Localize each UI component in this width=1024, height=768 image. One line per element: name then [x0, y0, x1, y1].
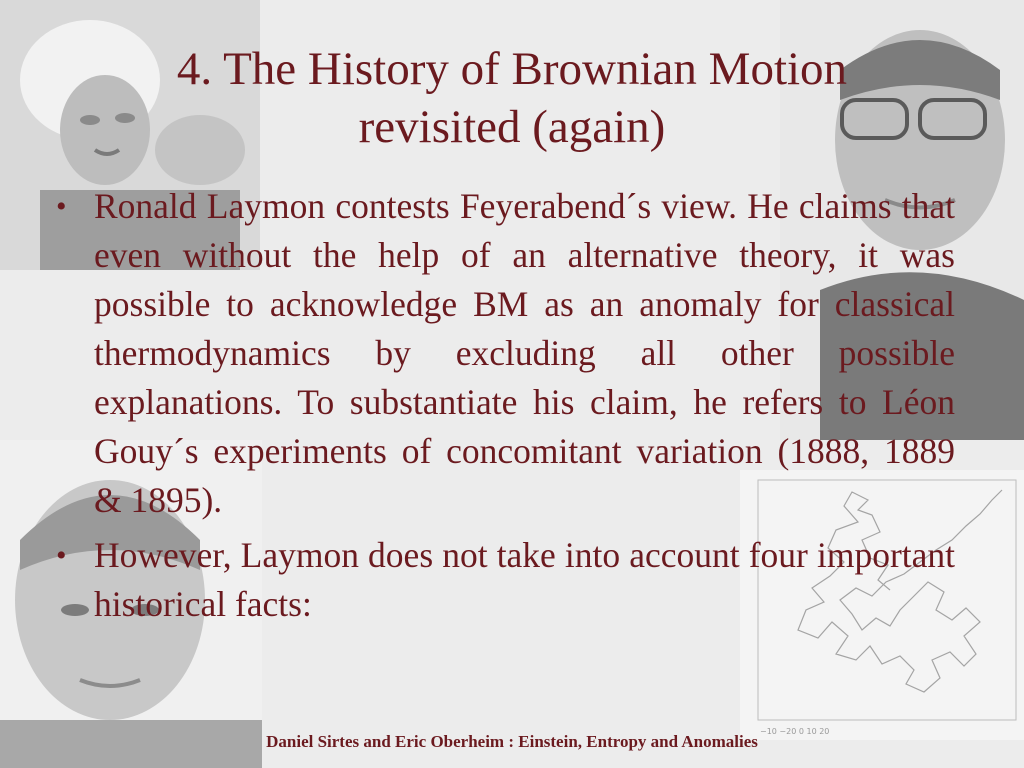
title-line-1: 4. The History of Brownian Motion: [176, 43, 848, 95]
slide-title: [60, 40, 964, 156]
title-line-2: revisited (again): [358, 101, 666, 153]
bullet-icon: •: [56, 190, 67, 223]
slide-footer: Daniel Sirtes and Eric Oberheim : Einstein, Entropy and Anomalies: [266, 732, 758, 751]
bullet-item: [56, 182, 955, 525]
bullet-text: Ronald Laymon contests Feyerabend´s view. He claims that even without the help of an alternative theory, it was possible to acknowledge BM as an anomaly for classical thermodynamics by excluding all other possible explanations. To substantiate his claim, he refers to Léon Gouy´s experiments of concomitant variation (1888, 1889 & 1895).: [94, 186, 955, 520]
bullet-item: [56, 531, 955, 629]
svg-text:−10 −20 0 10 20: −10 −20 0 10 20: [760, 727, 830, 736]
bullet-list: [56, 182, 955, 635]
bullet-icon: •: [56, 539, 67, 572]
bullet-text: However, Laymon does not take into account four important historical facts:: [94, 535, 955, 624]
